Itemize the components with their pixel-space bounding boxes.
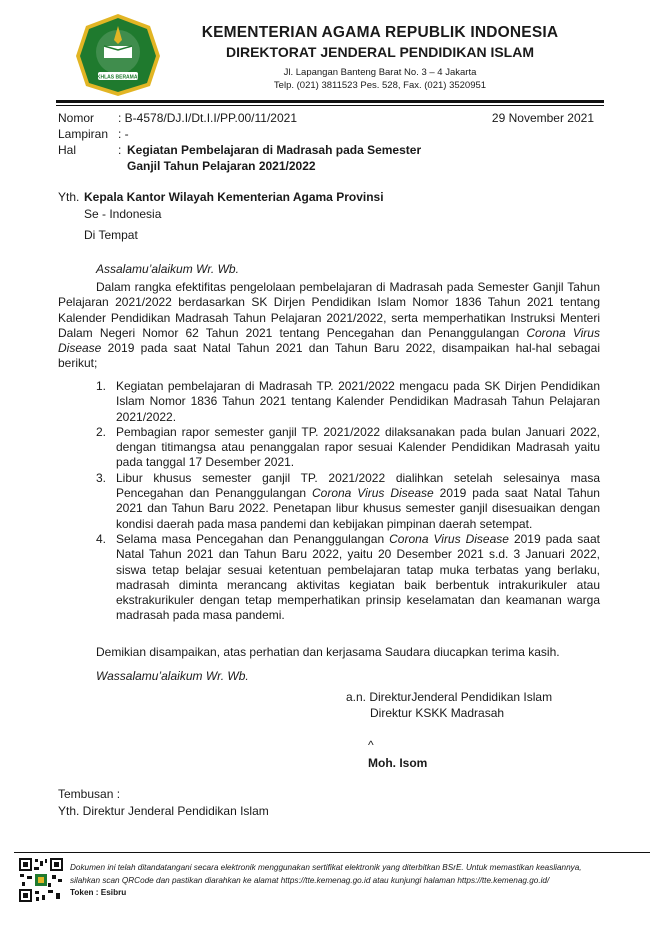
cc-item: Yth. Direktur Jenderal Pendidikan Islam xyxy=(58,804,269,818)
subject-line-1: Kegiatan Pembelajaran di Madrasah pada Semester xyxy=(127,143,422,157)
intro-part-2: 2019 pada saat Natal Tahun 2021 dan Tahun Baru 2022, disampaikan hal-hal sebagai berikut; xyxy=(58,341,600,371)
closing-sentence: Demikian disampaikan, atas perhatian dan kerjasama Saudara diucapkan terima kasih. xyxy=(96,645,560,659)
list-italic: Corona Virus Disease xyxy=(312,486,434,501)
list-item xyxy=(96,532,600,624)
recipient-place: Di Tempat xyxy=(84,228,138,242)
lampiran-value: : - xyxy=(118,127,129,141)
nomor-value: : B-4578/DJ.I/Dt.I.I/PP.00/11/2021 xyxy=(118,111,297,125)
yth-label: Yth. xyxy=(58,190,80,204)
intro-part-1: Dalam rangka efektifitas pengelolaan pembelajaran di Madrasah pada Semester Ganjil Tahun Pelajaran 2021/2022 berdasarkan SK Dirjen Pendidikan Islam Nomor 1836 Tahun 2021 tentang Kalender Pendidikan Madrasah Tahun Pelajaran 2021/2022, serta memperhatikan Instruksi Menteri Dalam Negeri Nomor 62 Tahun 2021 tentang Pencegahan dan Penanggulangan xyxy=(58,280,600,340)
list-item xyxy=(96,471,600,532)
phone-line: Telp. (021) 3811523 Pes. 528, Fax. (021) 3520951 xyxy=(273,80,487,91)
list-text: Pembagian rapor semester ganjil TP. 2021/2022 dilaksanakan pada bulan Januari 2022, dengan titimangsa atau penanggalan rapor sesuai Kalender Pendidikan Madrasah yaitu pada tanggal 17 Desember 2021. xyxy=(116,424,600,470)
list-number: 4. xyxy=(96,531,107,546)
qr-code-icon xyxy=(18,857,64,903)
header-rule-thick xyxy=(56,100,604,103)
list-text: Kegiatan pembelajaran di Madrasah TP. 2021/2022 mengacu pada SK Dirjen Pendidikan Islam Nomor 1836 Tahun 2021 tentang Kalender Pendidikan Madrasah Tahun Pelajaran 2021/2022. xyxy=(116,379,600,424)
list-number: 2. xyxy=(96,424,107,439)
ministry-name: KEMENTERIAN AGAMA REPUBLIK INDONESIA xyxy=(201,24,559,41)
cc-label: Tembusan : xyxy=(58,787,121,801)
recipient-name: Kepala Kantor Wilayah Kementerian Agama Provinsi xyxy=(84,190,384,204)
header-rule-thin xyxy=(56,105,604,106)
list-number: 1. xyxy=(96,379,107,393)
list-text-tail: 2019 pada saat Natal Tahun 2021 dan Tahun Baru 2022, yaitu 20 Desember 2021 s.d. 3 Januari 2022, siswa tetap belajar sesuai ketentuan pembelajaran tatap muka terbatas yang berlaku, madrasah diminta merancang aktivitas kegiatan baik berbentuk intrakurikuler atau ekstrakurikuler dengan tetap memperhatikan prinsip keselamatan dan keamanan warga madrasah pada masa pandemi. xyxy=(116,531,600,623)
list-text: Selama masa Pencegahan dan Penanggulangan xyxy=(116,531,390,546)
hal-colon: : xyxy=(118,143,122,157)
footer-note xyxy=(70,862,650,900)
instruction-list xyxy=(96,379,600,624)
footer-line-2: silahkan scan QRCode dan pastikan diarahkan ke alamat https://tte.kemenag.go.id atau kunjungi halaman https://tte.kemenag.go.id/ xyxy=(70,875,550,885)
footer-rule xyxy=(14,852,650,853)
farewell: Wassalamu’alaikum Wr. Wb. xyxy=(96,669,249,683)
signature-caret: ^ xyxy=(368,738,374,752)
signature-title-2: Direktur KSKK Madrasah xyxy=(370,706,505,720)
signatory-name: Moh. Isom xyxy=(368,756,428,770)
subject-line-2: Ganjil Tahun Pelajaran 2021/2022 xyxy=(127,159,316,173)
hal-label: Hal xyxy=(58,143,77,157)
list-number: 3. xyxy=(96,470,107,485)
address-line: Jl. Lapangan Banteng Barat No. 3 – 4 Jakarta xyxy=(283,67,477,78)
letterhead-address xyxy=(190,66,570,92)
list-item xyxy=(96,379,600,425)
kemenag-logo xyxy=(74,12,162,98)
intro-covid-term: Corona Virus Disease xyxy=(58,325,600,356)
lampiran-label: Lampiran xyxy=(58,127,109,141)
list-text-tail: 2019 pada saat Natal Tahun 2021 dan Tahun Baru 2022. Penetapan libur khusus semester ganjil disesuaikan dengan kondisi daerah pada masa pandemi dan kebijakan pimpinan daerah setempat. xyxy=(116,486,600,531)
list-item xyxy=(96,425,600,471)
footer-token: Token : Esibru xyxy=(70,888,127,897)
greeting: Assalamu’alaikum Wr. Wb. xyxy=(96,262,239,276)
footer-line-1: Dokumen ini telah ditandatangani secara elektronik menggunakan sertifikat elektronik yang diterbitkan BSrE. Untuk memastikan keasliannya, xyxy=(70,863,582,872)
list-italic: Corona Virus Disease xyxy=(389,531,509,546)
letter-date: 29 November 2021 xyxy=(491,111,594,125)
directorate-name: DIREKTORAT JENDERAL PENDIDIKAN ISLAM xyxy=(225,44,535,60)
nomor-label: Nomor xyxy=(58,111,95,125)
intro-paragraph xyxy=(58,280,600,372)
recipient-region: Se - Indonesia xyxy=(84,207,162,221)
list-text: Libur khusus semester ganjil TP. 2021/2022 dialihkan setelah selesainya masa Pencegahan dan Penanggulangan xyxy=(116,470,600,501)
svg-text:IKHLAS BERAMAL: IKHLAS BERAMAL xyxy=(95,74,141,81)
signature-title-1: a.n. DirekturJenderal Pendidikan Islam xyxy=(346,690,553,704)
